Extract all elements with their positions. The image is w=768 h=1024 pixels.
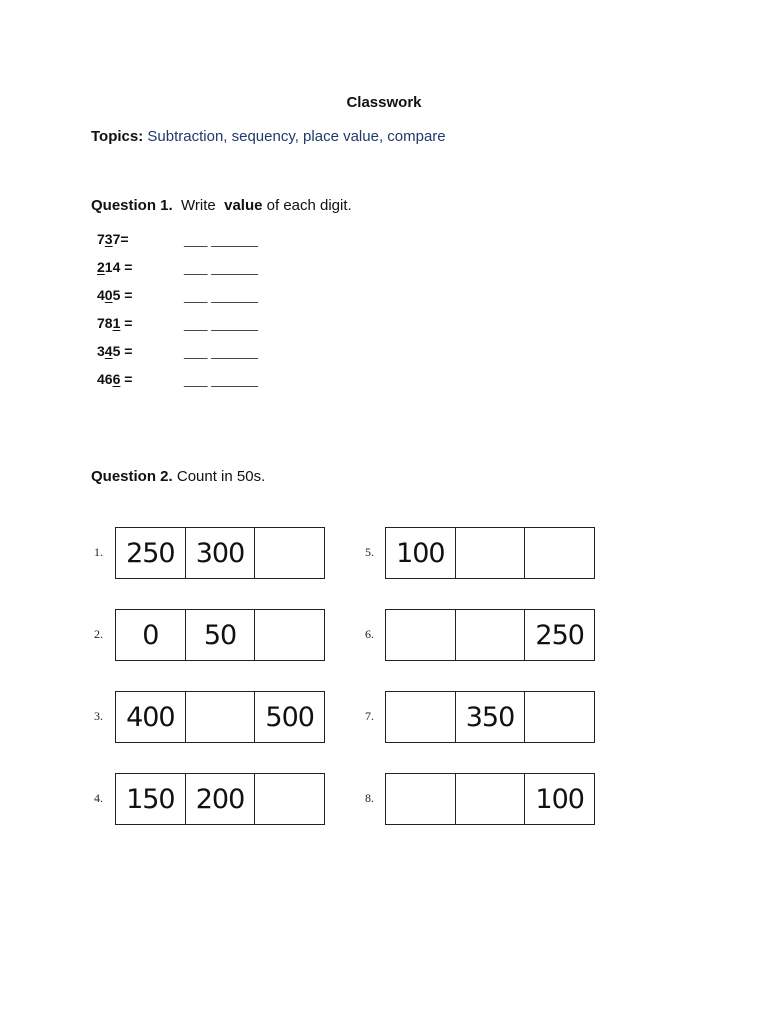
page-title: Classwork [346,94,422,111]
sequence-box [385,609,595,661]
topics-label: Topics: [91,128,144,145]
place-value-row [97,343,297,363]
question-1-emphasis: value [224,197,263,214]
sequence-cell: 150 [126,783,175,815]
answer-blank[interactable]: ___ ______ [184,287,258,303]
underlined-digit: 2 [97,259,105,275]
sequence-cell: 250 [126,537,175,569]
number-prefix: 3 [97,343,105,359]
empty-answer-cell[interactable] [254,528,324,578]
sequence-number: 8. [365,791,374,805]
number-prefix: 78 [97,315,113,331]
answer-blank[interactable]: ___ ______ [184,371,258,387]
question-1-text-after: of each digit. [266,197,352,214]
number-prefix: 4 [97,287,105,303]
sequence-cell: 400 [126,701,175,733]
question-2-text: Count in 50s. [176,468,266,485]
topics-line [91,128,446,145]
underlined-digit: 3 [104,231,113,247]
topics-value: Subtraction, sequency, place value, compare [147,128,446,145]
empty-answer-cell[interactable] [386,692,455,742]
sequence-box [385,527,595,579]
place-value-row [97,259,297,279]
underlined-digit: 4 [104,343,113,359]
sequence-cell: 100 [524,774,594,824]
question-1-text-before: Write [181,197,216,214]
question-1-heading [91,197,352,214]
sequence-number: 2. [94,627,103,641]
place-value-row [97,315,297,335]
sequence-cell: 50 [185,610,255,660]
number-expression [97,287,132,303]
number-prefix: 7 [97,231,105,247]
number-suffix: 14 = [104,259,133,275]
sequence-number: 1. [94,545,103,559]
question-1-label: Question 1. [91,197,173,214]
number-suffix: 5 = [112,287,133,303]
number-expression [97,315,132,331]
empty-answer-cell[interactable] [455,528,525,578]
empty-answer-cell[interactable] [254,774,324,824]
number-suffix: 7= [112,231,129,247]
sequence-number: 6. [365,627,374,641]
sequence-box [385,773,595,825]
sequence-number: 7. [365,709,374,723]
number-suffix: = [120,371,133,387]
answer-blank[interactable]: ___ ______ [184,231,258,247]
empty-answer-cell[interactable] [455,774,525,824]
sequence-box [385,691,595,743]
sequence-cell: 100 [396,537,445,569]
empty-answer-cell[interactable] [386,774,455,824]
sequence-cell: 200 [185,774,255,824]
answer-blank[interactable]: ___ ______ [184,259,258,275]
sequence-cell: 0 [142,619,159,651]
number-expression [97,259,132,275]
number-prefix: 46 [97,371,113,387]
sequence-cell: 300 [185,528,255,578]
answer-blank[interactable]: ___ ______ [184,343,258,359]
answer-blank[interactable]: ___ ______ [184,315,258,331]
empty-answer-cell[interactable] [386,610,455,660]
sequence-number: 4. [94,791,103,805]
sequence-cell: 250 [524,610,594,660]
sequence-box [115,527,325,579]
place-value-row [97,231,297,251]
sequence-box [115,691,325,743]
sequence-cell: 350 [455,692,525,742]
empty-answer-cell[interactable] [455,610,525,660]
question-2-heading [91,468,265,485]
empty-answer-cell[interactable] [254,610,324,660]
underlined-digit: 0 [104,287,113,303]
underlined-digit: 1 [112,315,121,331]
place-value-row [97,371,297,391]
sequence-box [115,773,325,825]
number-expression [97,371,132,387]
question-2-label: Question 2. [91,468,173,485]
sequence-number: 3. [94,709,103,723]
empty-answer-cell[interactable] [524,692,594,742]
empty-answer-cell[interactable] [185,692,255,742]
empty-answer-cell[interactable] [524,528,594,578]
number-suffix: = [120,315,133,331]
number-expression [97,343,132,359]
sequence-number: 5. [365,545,374,559]
place-value-row [97,287,297,307]
number-suffix: 5 = [112,343,133,359]
sequence-box [115,609,325,661]
number-expression [97,231,129,247]
underlined-digit: 6 [112,371,121,387]
sequence-cell: 500 [254,692,324,742]
